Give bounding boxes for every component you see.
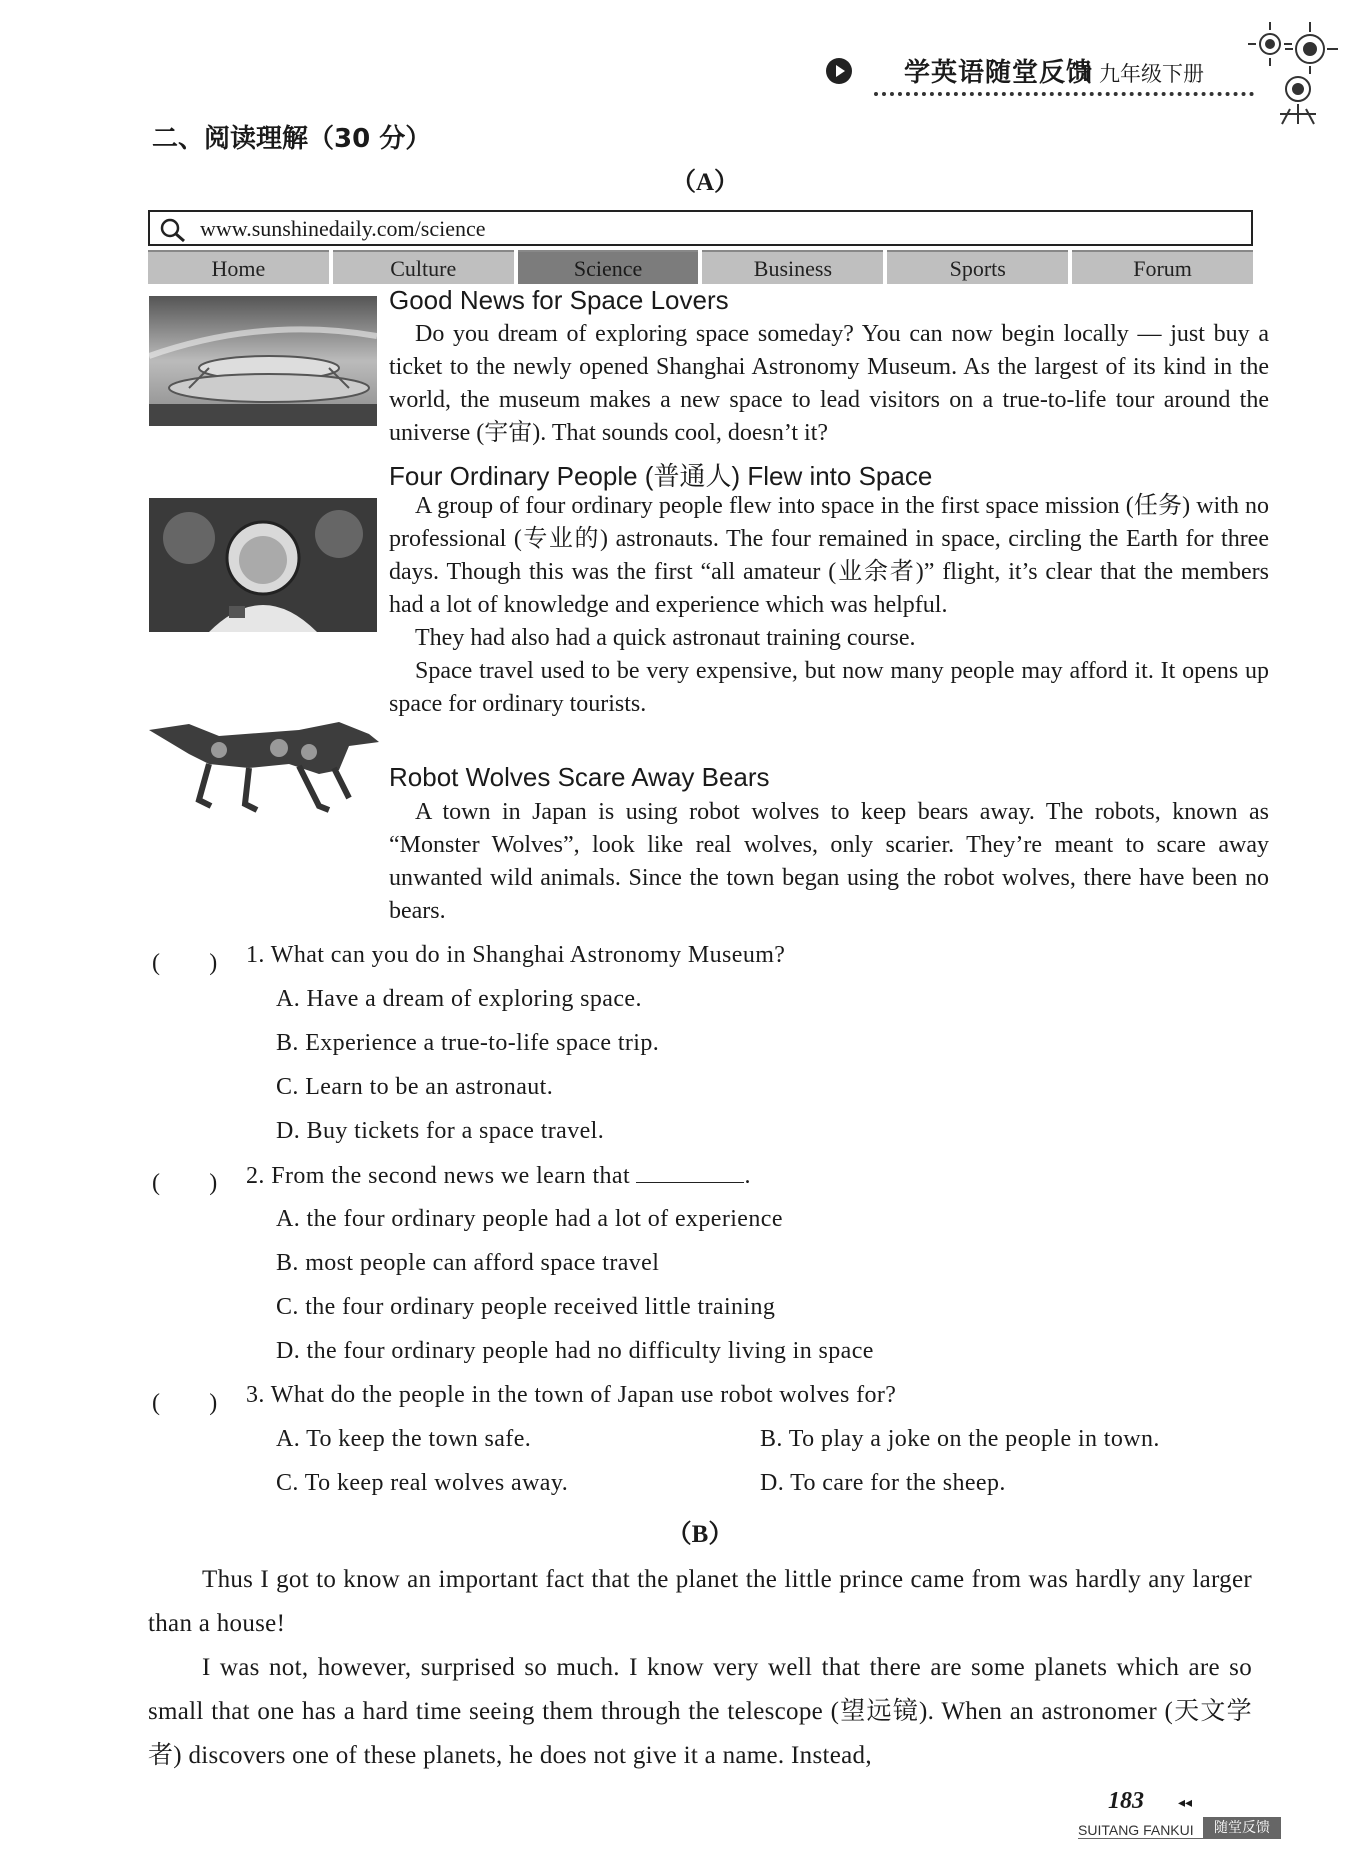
tab-home[interactable]: Home	[148, 250, 329, 284]
header-dotted-rule	[874, 92, 1254, 96]
search-icon	[158, 217, 188, 243]
q3-option-d[interactable]: D. To care for the sheep.	[760, 1470, 1006, 1496]
news-body-2	[389, 490, 1269, 721]
paragraph-text: Space travel used to be very expensive, but now many people may afford it. It opens up space for ordinary tourists.	[389, 658, 1269, 717]
news-2-paragraph-2	[389, 622, 1269, 655]
museum-photo	[149, 296, 377, 426]
q2-option-a[interactable]: A. the four ordinary people had a lot of experience	[276, 1206, 783, 1232]
tab-sports[interactable]: Sports	[887, 250, 1068, 284]
part-b-label: （B）	[666, 1521, 734, 1548]
footer-rule	[1078, 1838, 1281, 1839]
question-2-period: .	[744, 1163, 751, 1189]
url-text: www.sunshinedaily.com/science	[200, 216, 486, 241]
q1-option-a[interactable]: A. Have a dream of exploring space.	[276, 986, 642, 1012]
tab-forum[interactable]: Forum	[1072, 250, 1253, 284]
tab-business[interactable]: Business	[702, 250, 883, 284]
paragraph-text: I was not, however, surprised so much. I know very well that there are some planets which are so small that one has a hard time seeing them through the telescope (望远镜). When an astronomer (天文学者) discovers one of these planets, he does not give it a name. Instead,	[148, 1654, 1252, 1769]
footer-brand-cn: 随堂反馈	[1203, 1817, 1281, 1839]
q2-option-b[interactable]: B. most people can afford space travel	[276, 1250, 660, 1276]
flower-decoration-icon	[1230, 14, 1345, 129]
news-1-paragraph: Do you dream of exploring space someday? You can now begin locally — just buy a ticket to the newly opened Shanghai Astronomy Museum. As the largest of its kind in the world, the museum makes a new space to lead visitors on a true-to-life tour around the universe (宇宙). That sounds cool, doesn’t it?	[389, 321, 1269, 446]
q3-option-c[interactable]: C. To keep real wolves away.	[276, 1470, 569, 1496]
robot-wolf-photo	[149, 710, 381, 822]
tab-culture[interactable]: Culture	[333, 250, 514, 284]
news-title-2: Four Ordinary People (普通人) Flew into Space	[389, 461, 933, 491]
site-nav	[148, 250, 1253, 284]
answer-blank-2[interactable]: ( )	[152, 1170, 218, 1196]
footer-brand-en: SUITANG FANKUI	[1078, 1822, 1194, 1838]
part-b-paragraph-2	[148, 1646, 1252, 1778]
question-2	[246, 1162, 751, 1190]
book-series-title: 学英语随堂反馈	[904, 58, 1094, 88]
paragraph-text: Thus I got to know an important fact that the planet the little prince came from was hardly any larger than a house!	[148, 1566, 1252, 1637]
q1-option-d[interactable]: D. Buy tickets for a space travel.	[276, 1118, 605, 1144]
tab-science[interactable]: Science	[518, 250, 699, 284]
page-number: 183	[1108, 1788, 1144, 1814]
answer-blank-3[interactable]: ( )	[152, 1390, 218, 1416]
q1-option-c[interactable]: C. Learn to be an astronaut.	[276, 1074, 554, 1100]
news-title-3: Robot Wolves Scare Away Bears	[389, 762, 770, 792]
paragraph-text: A group of four ordinary people flew into space in the first space mission (任务) with no professional (专业的) astronauts. The four remained in space, circling the Earth for three days. Though this was the first “all amateur (业余者)” flight, it’s clear that the members had a lot of knowledge and experience which was helpful.	[389, 493, 1269, 618]
book-volume: Ⅱ 九年级下册	[1082, 62, 1205, 86]
section-title: 二、阅读理解（30 分）	[152, 124, 432, 154]
news-body-1	[389, 318, 1269, 450]
play-icon	[826, 58, 852, 84]
paragraph-text: They had also had a quick astronaut training course.	[415, 625, 916, 651]
news-body-3	[389, 796, 1269, 928]
news-title-1: Good News for Space Lovers	[389, 285, 729, 315]
question-3: 3. What do the people in the town of Japan use robot wolves for?	[246, 1382, 897, 1408]
question-2-text: 2. From the second news we learn that	[246, 1163, 631, 1189]
q2-option-c[interactable]: C. the four ordinary people received little training	[276, 1294, 776, 1320]
part-a-label: （A）	[670, 169, 740, 196]
q2-option-d[interactable]: D. the four ordinary people had no difficulty living in space	[276, 1338, 874, 1364]
fill-in-blank	[636, 1162, 744, 1183]
news-2-paragraph-3	[389, 655, 1269, 721]
double-arrow-icon: ◂◂	[1178, 1796, 1193, 1811]
question-1: 1. What can you do in Shanghai Astronomy Museum?	[246, 942, 786, 968]
q3-option-b[interactable]: B. To play a joke on the people in town.	[760, 1426, 1160, 1452]
news-3-paragraph: A town in Japan is using robot wolves to keep bears away. The robots, known as “Monster Wolves”, look like real wolves, only scarier. They’re meant to scare away unwanted wild animals. Since the town began using the robot wolves, there have been no bears.	[389, 799, 1269, 924]
q3-option-a[interactable]: A. To keep the town safe.	[276, 1426, 532, 1452]
q1-option-b[interactable]: B. Experience a true-to-life space trip.	[276, 1030, 660, 1056]
address-bar[interactable]	[148, 210, 1253, 246]
answer-blank-1[interactable]: ( )	[152, 950, 218, 976]
news-2-paragraph-1	[389, 490, 1269, 622]
part-b-paragraph-1	[148, 1558, 1252, 1646]
astronaut-photo	[149, 498, 377, 632]
